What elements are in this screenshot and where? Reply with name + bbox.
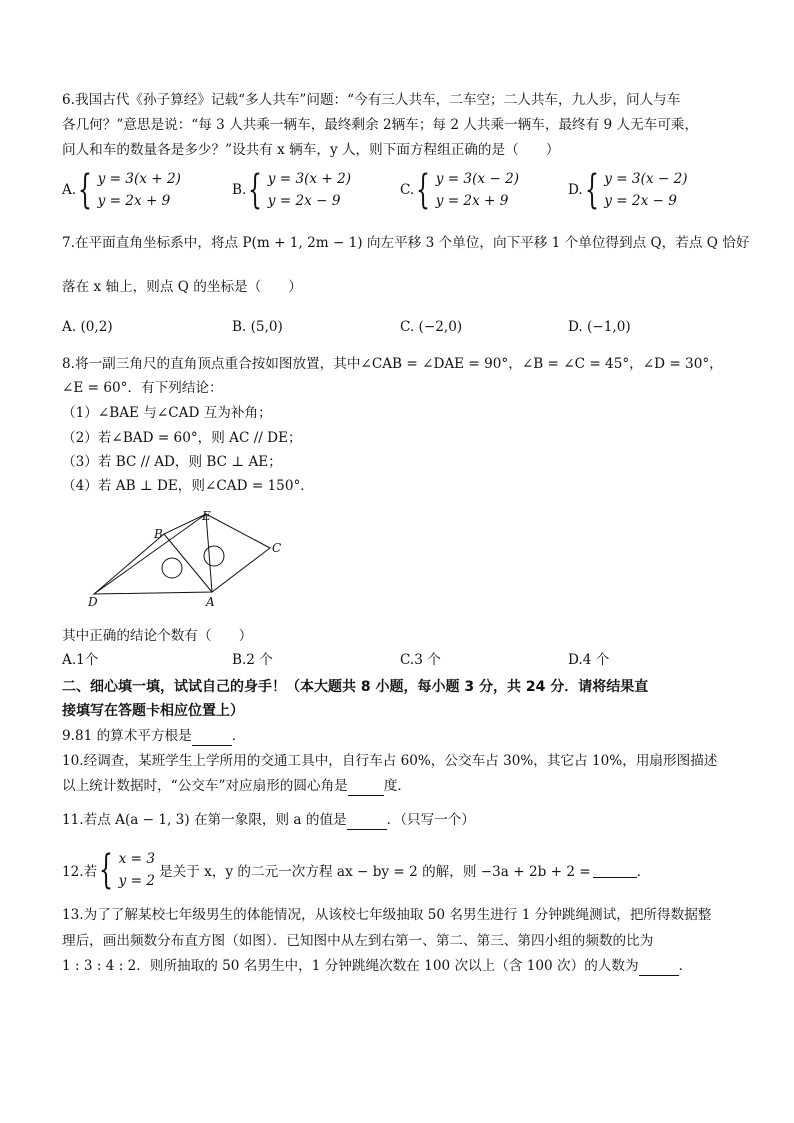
q12 [62,848,650,892]
q12-answer-blank[interactable] [593,863,637,878]
section-2-heading-line2: 接填写在答题卡相应位置上） [62,703,244,719]
q7-option-b[interactable]: B. (5,0) [232,319,283,335]
q13-end: ． [678,958,693,974]
equation-2: y = 2x + 9 [435,193,509,209]
brace-icon: { [248,167,263,213]
brace-icon: { [584,167,599,213]
option-label: D. [568,182,583,198]
equation-2: y = 2x − 9 [604,193,677,209]
q10-text: 以上统计数据时，“公交车”对应扇形的圆心角是 [62,778,348,794]
q12-text: 是关于 x，y 的二元一次方程 ax − by = 2 的解，则 −3a + 2b + 2 = [159,864,591,880]
brace-icon: { [99,847,114,893]
q13-line2: 理后，画出频数分布直方图（如图）．已知图中从左到右第一、第二、第三、第四小组的频数的比为 [62,933,654,949]
q12-eq2: y = 2 [118,873,156,889]
q7-option-a[interactable]: A. (0,2) [62,319,113,335]
q13-answer-blank[interactable] [639,961,679,976]
q6-line1: 6.我国古代《孙子算经》记载“多人共车”问题：“今有三人共车，二车空；二人共车，九人步，问人与车 [62,92,681,108]
q7-option-c[interactable]: C. (−2,0) [400,319,463,335]
equation-1: y = 3(x + 2) [97,171,181,187]
q13-line3 [62,956,692,976]
line-db [94,534,164,594]
equation-1: y = 3(x − 2) [435,171,520,187]
q8-option-b[interactable]: B.2 个 [232,652,273,668]
q6-option-d[interactable] [568,168,688,212]
q7-option-d[interactable]: D. (−1,0) [568,319,631,335]
option-label: C. [400,182,415,198]
q9-end: ． [231,728,246,744]
equation-2: y = 2x + 9 [97,193,171,209]
q6-option-a[interactable] [62,168,181,212]
q11-text: 11.若点 A(a − 1, 3) 在第一象限，则 a 的值是 [62,812,347,828]
triangle-hole-1 [162,558,182,578]
q9-text: 9.81 的算术平方根是 [62,728,192,744]
brace-icon: { [78,167,93,213]
q9 [62,726,245,746]
label-a: A [206,595,215,608]
q12-end: ． [636,864,651,880]
q7-line2: 落在 x 轴上，则点 Q 的坐标是（ ） [62,279,303,295]
q11-answer-blank[interactable] [347,815,387,830]
q9-answer-blank[interactable] [192,731,232,746]
label-e: E [202,509,211,523]
q10-line1: 10.经调查，某班学生上学所用的交通工具中，自行车占 60%，公交车占 30%，其它占 10%，用扇形图描述 [62,753,718,769]
label-c: C [272,541,282,555]
q8-triangle-figure [86,508,286,608]
q8-option-c[interactable]: C.3 个 [400,652,441,668]
q11 [62,810,475,830]
q12-label: 12.若 [62,864,98,880]
option-label: A. [62,182,77,198]
q6-option-b[interactable] [232,168,351,212]
q13-line1: 13.为了了解某校七年级男生的体能情况，从该校七年级抽取 50 名男生进行 1 分钟跳绳测试，把所得数据整 [62,907,712,923]
triangle-ade [94,514,212,594]
section-2-heading-line1: 二、细心填一填，试试自己的身手！（本大题共 8 小题，每小题 3 分，共 24 分．请将结果直 [62,679,649,695]
q8-question: 其中正确的结论个数有（ ） [62,628,253,644]
triangle-abc [164,514,270,592]
q8-conclusion-4: （4）若 AB ⊥ DE，则∠CAD = 150°． [62,478,314,494]
q8-line1: 8.将一副三角尺的直角顶点重合按如图放置，其中∠CAB = ∠DAE = 90°，∠B = ∠C = 45°，∠D = 30°， [62,356,723,372]
q7-line1: 7.在平面直角坐标系中，将点 P(m + 1, 2m − 1) 向左平移 3 个单位，向下平移 1 个单位得到点 Q，若点 Q 恰好 [62,235,750,251]
equation-1: y = 3(x + 2) [267,171,352,187]
q6-option-c[interactable] [400,168,519,212]
label-b: B [154,527,163,541]
q12-eq1: x = 3 [118,851,156,867]
option-label: B. [232,182,247,198]
q8-option-a[interactable]: A.1个 [62,652,99,668]
q13-text: 1 : 3 : 4 : 2．则所抽取的 50 名男生中，1 分钟跳绳次数在 100 次以上（含 100 次）的人数为 [62,958,639,974]
q8-conclusion-3: （3）若 BC // AD，则 BC ⊥ AE； [62,454,282,470]
q8-option-d[interactable]: D.4 个 [568,652,610,668]
q6-line2: 各几何？”意思是说：“每 3 人共乘一辆车，最终剩余 2辆车；每 2 人共乘一辆车，最终有 9 人无车可乘， [62,117,699,133]
q10-line2 [62,776,411,796]
q11-end: ．（只写一个） [386,812,475,828]
equation-2: y = 2x − 9 [267,193,341,209]
triangle-hole-2 [204,546,224,566]
q8-conclusion-1: （1）∠BAE 与∠CAD 互为补角； [62,405,272,421]
q6-line3: 问人和车的数量各是多少？”设共有 x 辆车，y 人，则下面方程组正确的是（ ） [62,142,560,158]
q8-conclusion-2: （2）若∠BAD = 60°，则 AC // DE； [62,430,302,446]
label-d: D [88,595,98,608]
q10-answer-blank[interactable] [348,781,384,796]
q10-end: 度． [383,778,411,794]
q8-line2: ∠E = 60°．有下列结论： [62,380,223,396]
brace-icon: { [416,167,431,213]
equation-1: y = 3(x − 2) [604,171,688,187]
